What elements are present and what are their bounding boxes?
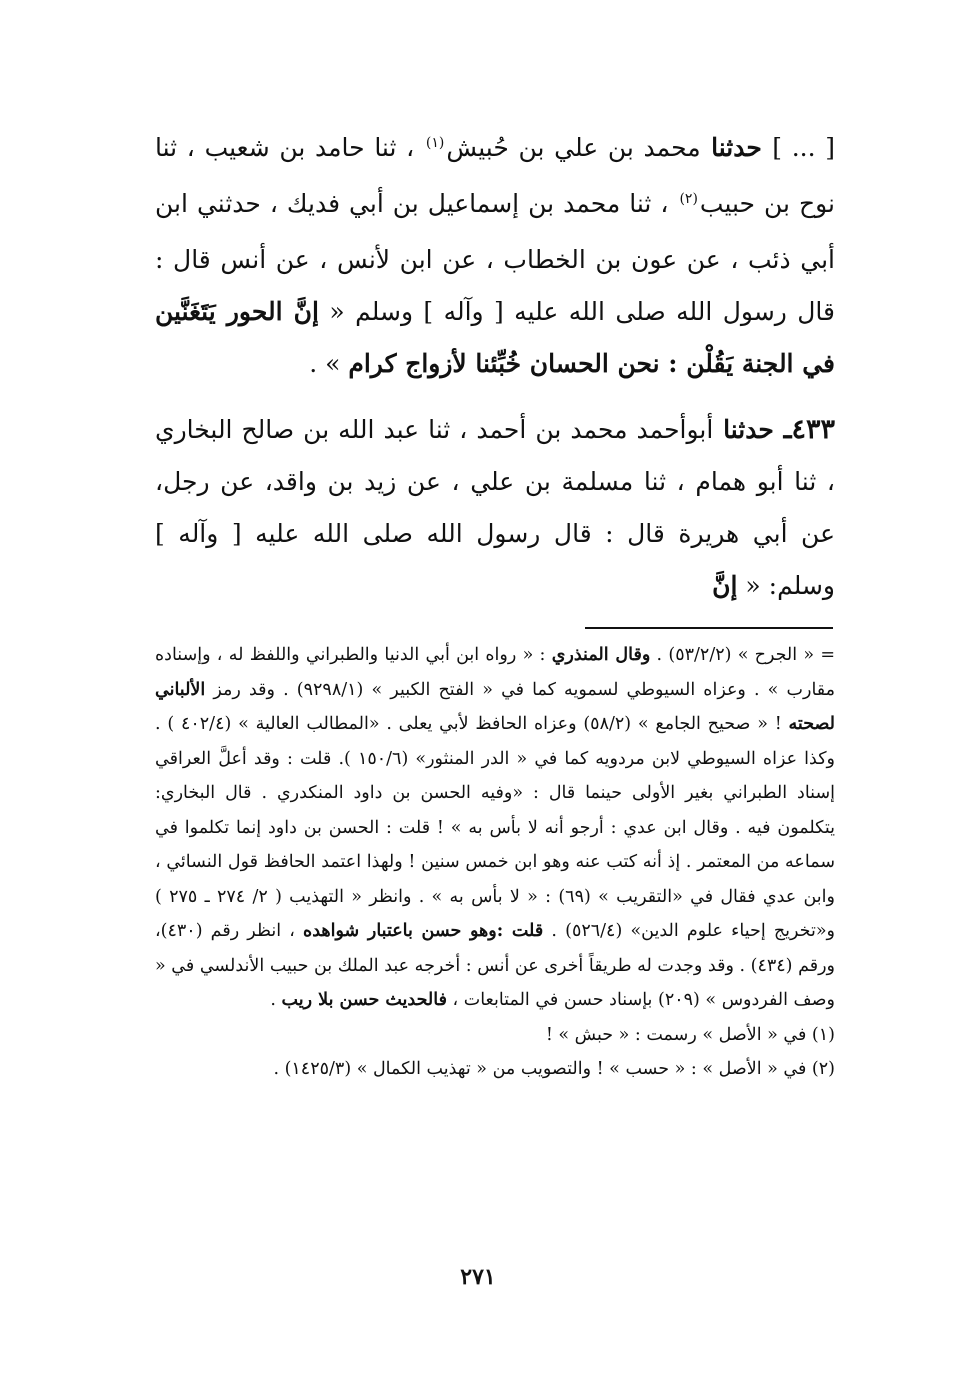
- footnote-text: = « الجرح » (٥٣/٢/٢) .: [650, 645, 835, 665]
- footnote-ref-2: (٢): [679, 191, 698, 207]
- footnote-text: ! « صحيح الجامع » (٥٨/٢) وعزاه الحافظ لأبي يعلى . «المطالب العالية » (٤٠٢/٤ ) . وكذا عزاه السيوطي لابن مردويه كما في « الدر المنثور» (١٥٠/٦ ). قلت : وقد أعلَّ العراقي إسناد الطبراني بغير الأولى حينما قال : «وفيه الحسن بن داود المنكدري . قال البخاري: يتكلمون فيه . وقال ابن عدي : أرجو أنه لا بأس به » ! قلت : الحسن بن داود إنما تكلموا في سماعه من المعتمر . إذ أنه كتب عنه وهو ابن خمس سنين ! ولهذا اعتمد الحافظ قول النسائي ، وابن عدي فقال في «التقريب » (٦٩) : « لا بأس به » . وانظر « التهذيب ( ٢/ ٢٧٤ ـ ٢٧٥ ) و«تخريج إحياء علوم الدين» (٥٢٦/٤) .: [155, 714, 835, 941]
- ellipsis-bracket: [ ... ]: [772, 133, 835, 162]
- chain-text: ، ثنا حامد بن شعيب ، ثنا نوح بن حبيب: [155, 133, 836, 218]
- chain-text: ، ثنا محمد بن إسماعيل بن أبي فديك ، حدثني ابن أبي ذئب ، عن عون بن الخطاب ، عن ابن لأنس ، عن أنس قال : قال رسول الله صلى الله عليه [ وآله ] وسلم «: [155, 189, 835, 326]
- page-number: ٢٧١: [460, 1264, 496, 1290]
- hadith-matn-start: إنَّ: [712, 571, 738, 600]
- footnote-text: ، انظر رقم (٤٣٠)، ورقم (٤٣٤) . وقد وجدت له طريقاً أخرى عن أنس : أخرجه عبد الملك بن حبيب الأندلسي في « وصف الفردوس » (٢٠٩) بإسناد حسن في المتابعات ،: [155, 921, 835, 1010]
- footnote-continued: [155, 638, 835, 1018]
- footnote-text: : « رواه ابن أبي الدنيا والطبراني واللفظ له ، وإسناده مقارب » . وعزاه السيوطي لسمويه كما في « الفتح الكبير » (٩٢٩٨/١) . وقد رمز: [155, 645, 835, 700]
- hadith-433: [155, 404, 835, 612]
- chain-opening: حدثنا: [700, 133, 773, 162]
- hadith-number: ٤٣٣ـ: [783, 414, 836, 445]
- footnote-bold: قلت :وهو حسن باعتبار شواهده: [303, 921, 544, 941]
- footnote-separator: [585, 627, 833, 629]
- footnote-1: (١) في « الأصل » رسمت : « حبش » !: [545, 1024, 835, 1045]
- footnote-2: (٢) في « الأصل » : « حسب » ! والتصويب من « تهذيب الكمال » (١٤٢٥/٣) .: [273, 1059, 835, 1079]
- chain-text: أبوأحمد محمد بن أحمد ، ثنا عبد الله بن صالح البخاري ، ثنا أبو همام ، ثنا مسلمة بن علي ، عن زيد بن واقد، عن رجل، عن أبي هريرة قال : قال رسول الله صلى الله عليه [ وآله ] وسلم: «: [155, 415, 835, 600]
- narrator-name: محمد بن علي بن حُبيش: [446, 133, 701, 162]
- closing-quote: » .: [309, 349, 349, 378]
- footnotes: [155, 638, 835, 1087]
- footnote-ref-1: (١): [425, 135, 445, 151]
- main-text: [155, 122, 835, 612]
- hadith-432-continuation: [155, 122, 835, 390]
- footnote-bold: الألباني لصحته: [155, 679, 835, 734]
- chain-opening: حدثنا: [713, 415, 784, 444]
- footnote-bold: وقال المنذري: [551, 645, 651, 665]
- footnote-text: .: [270, 990, 282, 1010]
- footnote-bold: فالحديث حسن بلا ريب: [281, 990, 447, 1010]
- hadith-matn: إنَّ الحور يَتَغَنَّين في الجنة يَقُلْن : نحن الحسان خُبِّئنا لأزواج كرام: [155, 297, 835, 378]
